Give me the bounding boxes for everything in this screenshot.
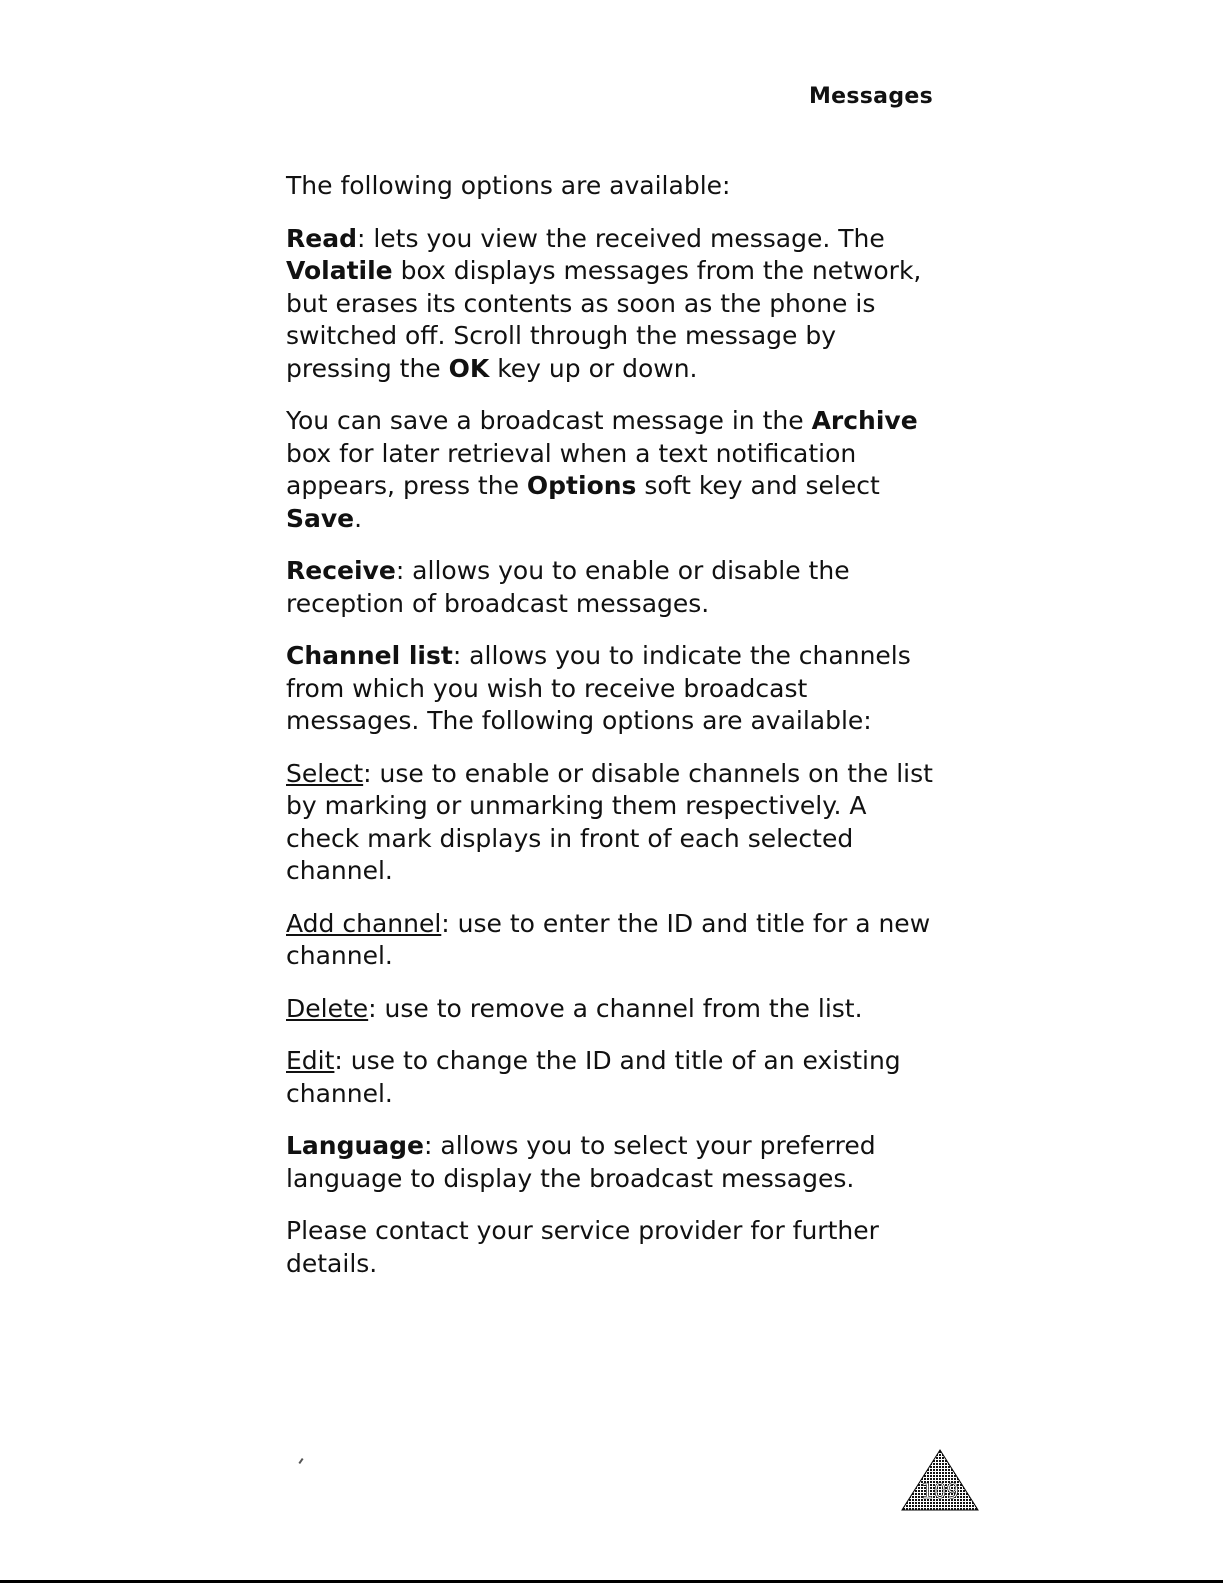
archive-term: Archive — [811, 406, 918, 435]
volatile-term: Volatile — [286, 256, 393, 285]
read-paragraph — [286, 223, 946, 386]
ok-text: key up or down. — [489, 353, 698, 383]
scan-mark — [298, 1458, 303, 1464]
add-channel-term: Add channel — [286, 908, 442, 938]
add-channel-paragraph — [286, 908, 946, 973]
read-text: : lets you view the received message. The — [356, 223, 885, 253]
intro-paragraph: The following options are available: — [286, 171, 731, 200]
select-term: Select — [286, 758, 364, 788]
language-paragraph — [286, 1130, 946, 1195]
bottom-border — [0, 1580, 1223, 1583]
edit-paragraph — [286, 1045, 946, 1110]
receive-text: : allows you to enable or disable the reception of broadcast messages. — [286, 556, 850, 618]
edit-term: Edit — [286, 1046, 335, 1075]
receive-paragraph — [286, 555, 946, 620]
archive-middle: box for later retrieval when a text notification appears, press the — [286, 438, 857, 500]
options-text: soft key and select — [636, 471, 880, 500]
contact-paragraph: Please contact your service provider for further details. — [286, 1216, 879, 1278]
read-term: Read — [286, 223, 357, 253]
channel-list-paragraph — [286, 640, 946, 738]
channel-list-term: Channel list — [286, 641, 453, 670]
add-channel-text: : use to enter the ID and title for a new channel. — [286, 908, 931, 970]
delete-term: Delete — [286, 993, 369, 1023]
ok-term: OK — [448, 353, 490, 383]
language-text: : allows you to select your preferred language to display the broadcast messages. — [286, 1131, 876, 1193]
archive-lead: You can save a broadcast message in the — [286, 406, 812, 435]
select-paragraph — [286, 758, 946, 888]
save-term: Save — [286, 503, 355, 533]
options-term: Options — [526, 471, 637, 500]
receive-term: Receive — [286, 556, 396, 585]
volatile-text: box displays messages from the network, but erases its contents as soon as the phone is switched off. Scroll through the message by pressing the — [286, 256, 922, 383]
page-body — [286, 170, 946, 1300]
page-number-text: 109 — [920, 1479, 960, 1503]
page-number-badge — [900, 1448, 980, 1512]
select-text: : use to enable or disable channels on the list by marking or unmarking them respectively. A check mark displays in front of each selected channel. — [286, 758, 933, 885]
language-term: Language — [286, 1131, 425, 1160]
archive-paragraph — [286, 405, 946, 535]
channel-list-text: : allows you to indicate the channels from which you wish to receive broadcast messages. The following options are available: — [286, 641, 911, 735]
archive-end: . — [354, 503, 363, 533]
edit-text: : use to change the ID and title of an existing channel. — [286, 1046, 901, 1108]
delete-paragraph — [286, 993, 946, 1026]
delete-text: : use to remove a channel from the list. — [368, 993, 863, 1023]
running-header: Messages — [808, 84, 933, 109]
